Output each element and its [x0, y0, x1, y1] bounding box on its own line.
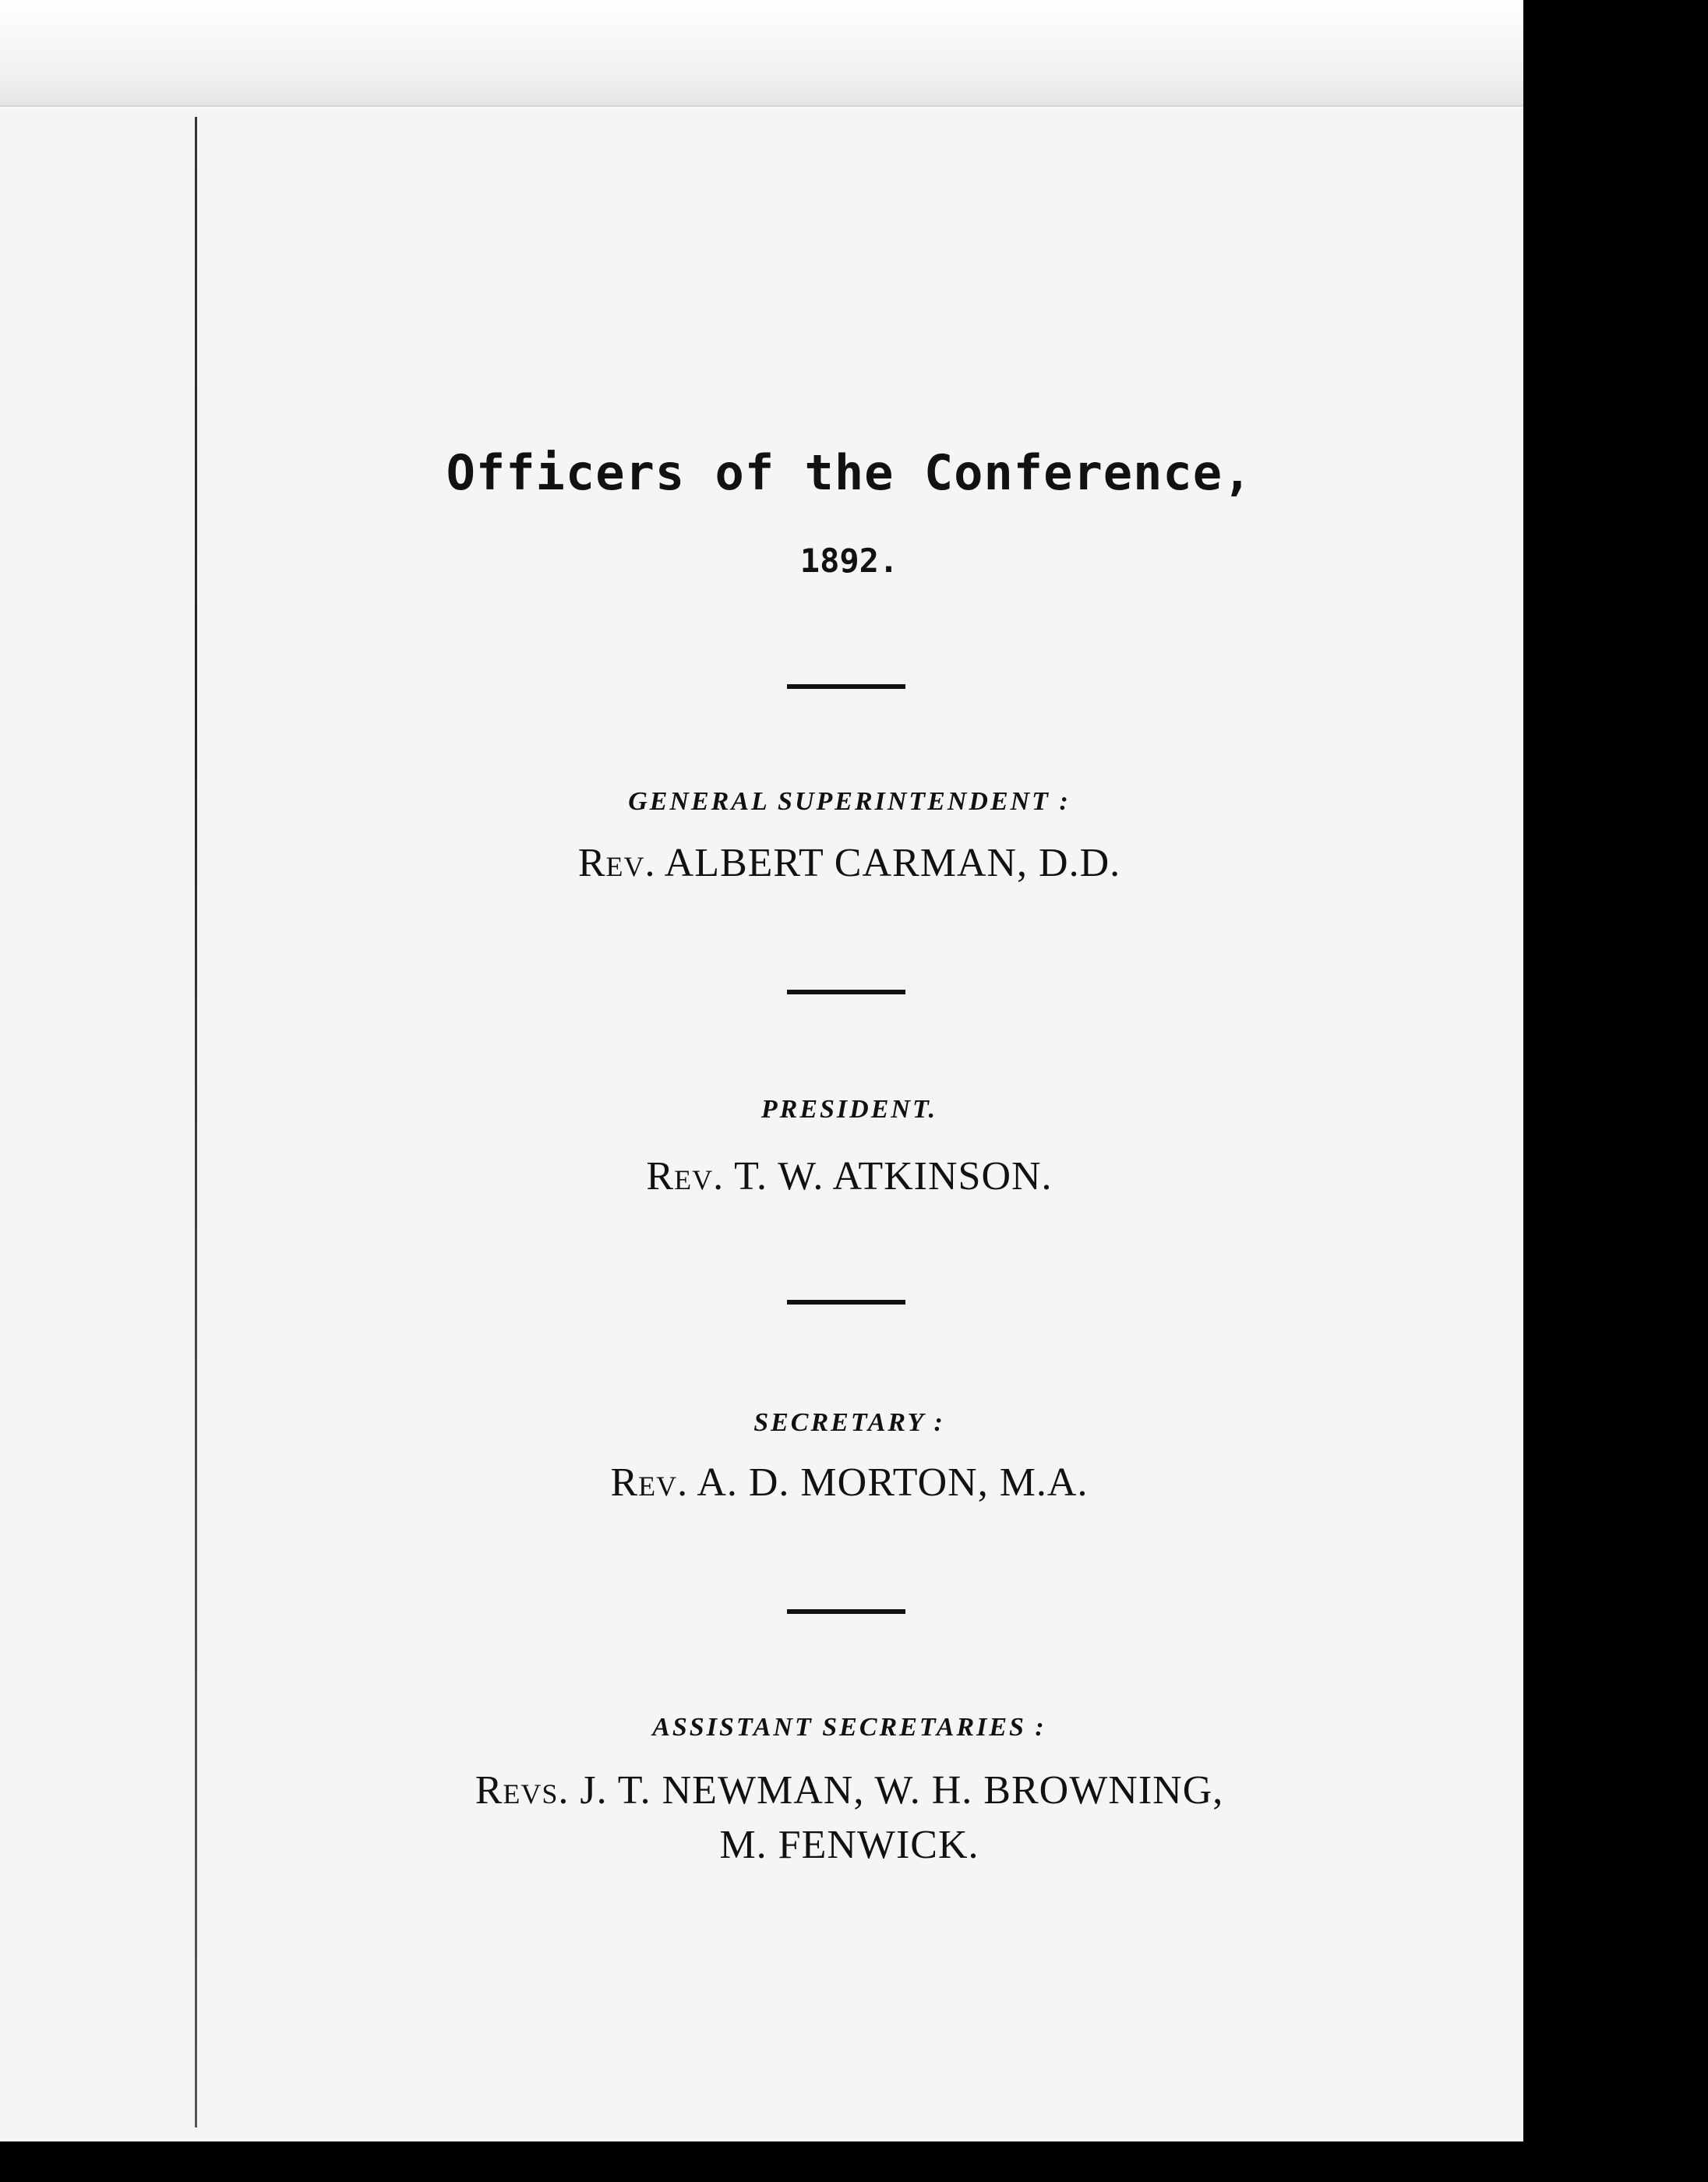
- name-prefix: Rev.: [646, 1154, 725, 1199]
- page-title: Officers of the Conference,: [446, 444, 1253, 501]
- name-text: ALBERT CARMAN, D.D.: [664, 841, 1121, 885]
- officer-name-president: [195, 1153, 1504, 1199]
- page-content: [195, 0, 1504, 2141]
- divider-rule: [787, 990, 905, 994]
- name-text: T. W. ATKINSON.: [734, 1154, 1053, 1199]
- name-prefix: Rev.: [610, 1460, 689, 1505]
- officer-name-secretary: [195, 1460, 1504, 1506]
- divider-rule: [787, 1609, 905, 1614]
- officer-names-assistant-secretaries: [195, 1767, 1504, 1813]
- scan-dark-edge: [1523, 0, 1708, 2182]
- role-label-secretary: SECRETARY :: [753, 1408, 945, 1437]
- officer-names-assistant-secretaries-line2: M. FENWICK.: [719, 1823, 979, 1867]
- name-prefix: Revs.: [475, 1768, 570, 1813]
- name-text: J. T. NEWMAN, W. H. BROWNING,: [580, 1768, 1224, 1813]
- name-text: A. D. MORTON, M.A.: [697, 1460, 1089, 1505]
- divider-rule: [787, 1300, 905, 1305]
- name-prefix: Rev.: [577, 841, 656, 885]
- officer-name-general-superintendent: [195, 840, 1504, 886]
- role-label-assistant-secretaries: ASSISTANT SECRETARIES :: [652, 1713, 1046, 1742]
- role-label-president: PRESIDENT.: [760, 1095, 938, 1124]
- page-year: 1892.: [799, 542, 899, 580]
- role-label-general-superintendent: GENERAL SUPERINTENDENT :: [628, 787, 1071, 816]
- divider-rule: [787, 684, 905, 689]
